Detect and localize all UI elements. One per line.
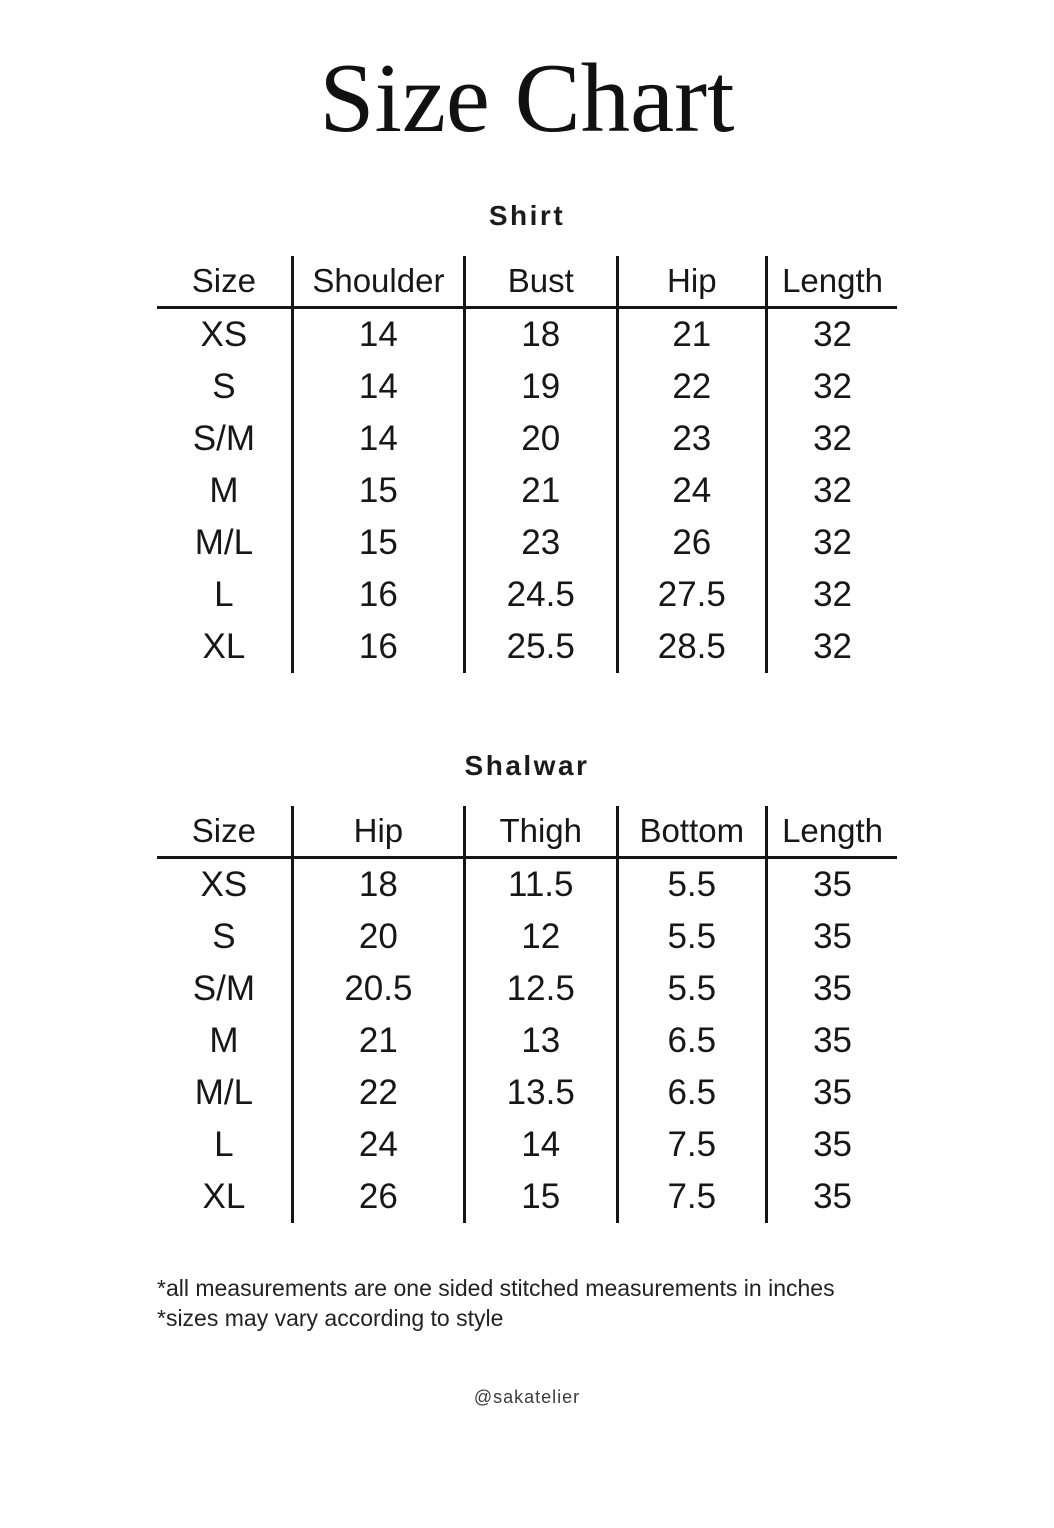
measurement-value: 32 [767, 307, 897, 361]
column-header-hip: Hip [617, 256, 767, 308]
size-label: S/M [192, 968, 256, 1008]
measurement-value: 21 [292, 1015, 464, 1067]
table-row [157, 857, 897, 911]
size-label: XS [200, 314, 248, 354]
measurement-value: 12.5 [464, 963, 617, 1015]
size-label: M [209, 1020, 239, 1060]
measurement-value: 26 [617, 517, 767, 569]
size-label: S/M [192, 418, 256, 458]
table-row [157, 361, 897, 413]
measurement-value: 35 [767, 963, 897, 1015]
measurement-value: 20 [292, 911, 464, 963]
size-label: S [212, 366, 236, 406]
size-label: XL [202, 1176, 246, 1216]
measurement-value: 15 [292, 517, 464, 569]
size-label: L [214, 1124, 234, 1164]
measurement-value: 32 [767, 413, 897, 465]
table-row [157, 621, 897, 673]
shalwar-section-title: Shalwar [464, 749, 590, 781]
column-header-size: Size [157, 256, 292, 308]
measurement-value: 15 [292, 465, 464, 517]
measurement-value: 14 [292, 307, 464, 361]
measurement-value: 23 [617, 413, 767, 465]
measurement-value: 11.5 [464, 857, 617, 911]
measurement-value: 21 [464, 465, 617, 517]
note-measurements: *all measurements are one sided stitched measurements in inches [157, 1274, 835, 1301]
table-row [157, 911, 897, 963]
table-row [157, 413, 897, 465]
measurement-value: 35 [767, 1171, 897, 1223]
table-row [157, 569, 897, 621]
note-style-variation: *sizes may vary according to style [157, 1304, 504, 1331]
column-header-bottom: Bottom [617, 806, 767, 858]
column-header-size: Size [157, 806, 292, 858]
measurement-value: 32 [767, 569, 897, 621]
shirt-size-table [157, 256, 897, 673]
measurement-value: 35 [767, 1119, 897, 1171]
measurement-value: 6.5 [617, 1015, 767, 1067]
measurement-value: 24 [617, 465, 767, 517]
measurement-value: 14 [292, 361, 464, 413]
measurement-value: 22 [617, 361, 767, 413]
column-header-length: Length [767, 256, 897, 308]
shalwar-section [0, 750, 1054, 1223]
measurement-value: 7.5 [617, 1171, 767, 1223]
header-row [157, 256, 897, 308]
measurement-value: 24 [292, 1119, 464, 1171]
column-header-thigh: Thigh [464, 806, 617, 858]
measurement-value: 25.5 [464, 621, 617, 673]
measurement-value: 15 [464, 1171, 617, 1223]
measurement-value: 5.5 [617, 857, 767, 911]
measurement-value: 16 [292, 621, 464, 673]
measurement-value: 26 [292, 1171, 464, 1223]
measurement-value: 13.5 [464, 1067, 617, 1119]
measurement-value: 5.5 [617, 963, 767, 1015]
table-row [157, 1015, 897, 1067]
measurement-value: 20 [464, 413, 617, 465]
size-label: L [214, 574, 234, 614]
measurement-value: 32 [767, 361, 897, 413]
table-row [157, 1119, 897, 1171]
table-row [157, 1067, 897, 1119]
header-row [157, 806, 897, 858]
measurement-value: 12 [464, 911, 617, 963]
shalwar-size-table [157, 806, 897, 1223]
measurement-value: 21 [617, 307, 767, 361]
measurement-value: 13 [464, 1015, 617, 1067]
measurement-value: 7.5 [617, 1119, 767, 1171]
shirt-section [0, 200, 1054, 673]
column-header-length: Length [767, 806, 897, 858]
measurement-value: 27.5 [617, 569, 767, 621]
table-row [157, 963, 897, 1015]
measurement-value: 14 [292, 413, 464, 465]
size-label: M/L [194, 1072, 254, 1112]
measurement-value: 28.5 [617, 621, 767, 673]
size-label: M/L [194, 522, 254, 562]
column-header-hip: Hip [292, 806, 464, 858]
measurement-value: 32 [767, 517, 897, 569]
measurement-value: 35 [767, 911, 897, 963]
measurement-value: 35 [767, 1067, 897, 1119]
table-row [157, 307, 897, 361]
column-header-shoulder: Shoulder [292, 256, 464, 308]
measurement-value: 23 [464, 517, 617, 569]
size-label: XS [200, 864, 248, 904]
measurement-value: 22 [292, 1067, 464, 1119]
column-header-bust: Bust [464, 256, 617, 308]
measurement-value: 35 [767, 857, 897, 911]
measurement-value: 19 [464, 361, 617, 413]
size-label: M [209, 470, 239, 510]
table-row [157, 465, 897, 517]
size-label: XL [202, 626, 246, 666]
measurement-value: 18 [292, 857, 464, 911]
measurement-value: 16 [292, 569, 464, 621]
footnotes [157, 1273, 1054, 1333]
table-row [157, 517, 897, 569]
measurement-value: 24.5 [464, 569, 617, 621]
measurement-value: 5.5 [617, 911, 767, 963]
size-label: S [212, 916, 236, 956]
table-row [157, 1171, 897, 1223]
measurement-value: 6.5 [617, 1067, 767, 1119]
measurement-value: 35 [767, 1015, 897, 1067]
measurement-value: 14 [464, 1119, 617, 1171]
measurement-value: 20.5 [292, 963, 464, 1015]
page-title: Size Chart [319, 44, 735, 153]
shirt-section-title: Shirt [488, 199, 566, 231]
social-handle: @sakatelier [473, 1386, 581, 1407]
measurement-value: 32 [767, 465, 897, 517]
measurement-value: 18 [464, 307, 617, 361]
measurement-value: 32 [767, 621, 897, 673]
